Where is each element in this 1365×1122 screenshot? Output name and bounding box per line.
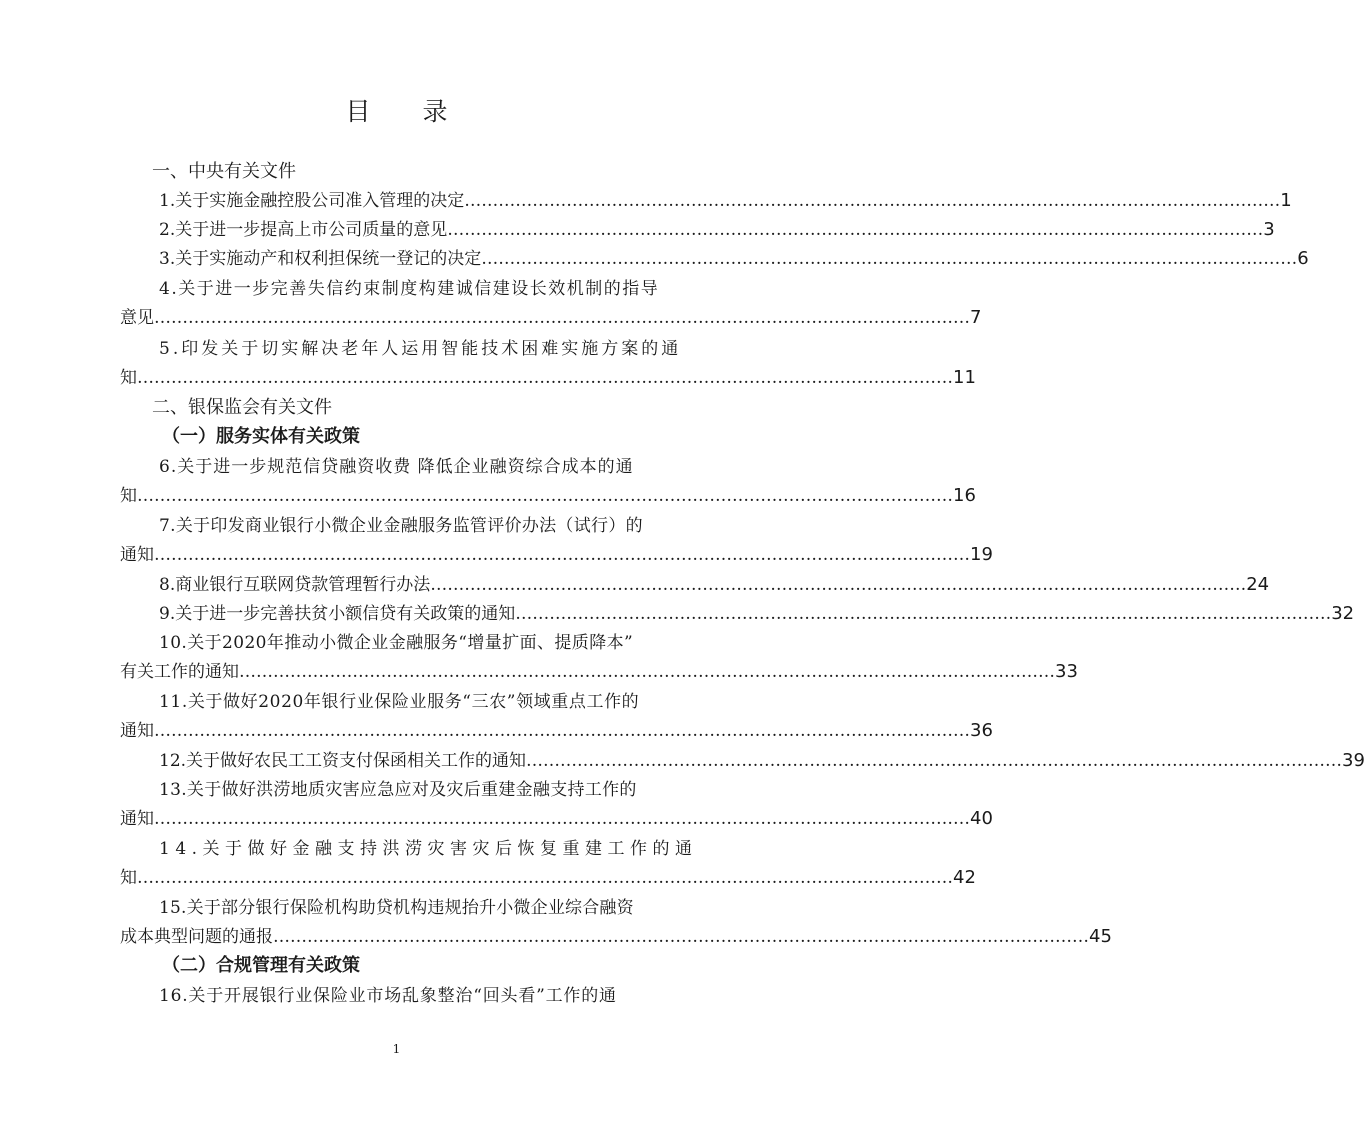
toc-entry[interactable] — [120, 659, 1078, 685]
leader-dots: ……………………………………………………………………………………………………………………………… — [464, 191, 1281, 211]
toc-entry-line1[interactable]: 13.关于做好洪涝地质灾害应急应对及灾后重建金融支持工作的 — [159, 780, 637, 800]
toc-entry-title: 通知 — [120, 809, 154, 829]
leader-dots: ……………………………………………………………………………………………………………………………… — [154, 308, 970, 328]
toc-entry[interactable] — [120, 718, 993, 744]
toc-entry[interactable] — [120, 806, 993, 832]
toc-entry-line1[interactable]: 6.关于进一步规范信贷融资收费 降低企业融资综合成本的通 — [159, 457, 634, 477]
leader-dots: ……………………………………………………………………………………………………………………………… — [154, 809, 970, 829]
leader-dots: ……………………………………………………………………………………………………………………………… — [515, 604, 1332, 624]
section-heading: 二、银保监会有关文件 — [152, 397, 332, 418]
toc-entry-page: 39 — [1342, 750, 1365, 771]
toc-entry[interactable] — [159, 188, 1292, 214]
toc-entry-title: 成本典型问题的通报 — [120, 927, 273, 947]
toc-entry-title: 8.商业银行互联网贷款管理暂行办法 — [159, 575, 431, 595]
toc-entry[interactable] — [120, 865, 976, 891]
toc-entry-title: 9.关于进一步完善扶贫小额信贷有关政策的通知 — [159, 604, 516, 624]
leader-dots: ……………………………………………………………………………………………………………………………… — [481, 249, 1298, 269]
toc-entry-page: 7 — [970, 307, 982, 328]
toc-entry-page: 19 — [970, 544, 993, 565]
toc-entry[interactable] — [120, 365, 976, 391]
toc-entry[interactable] — [159, 217, 1275, 243]
toc-entry-page: 1 — [1280, 190, 1292, 211]
leader-dots: ……………………………………………………………………………………………………………………………… — [137, 486, 953, 506]
toc-entry-title: 知 — [120, 868, 137, 888]
toc-entry-page: 45 — [1089, 926, 1112, 947]
leader-dots: ……………………………………………………………………………………………………………………………… — [137, 368, 953, 388]
toc-entry-title: 通知 — [120, 721, 154, 741]
toc-entry-title: 12.关于做好农民工工资支付保函相关工作的通知 — [159, 751, 527, 771]
leader-dots: ……………………………………………………………………………………………………………………………… — [447, 220, 1264, 240]
toc-entry[interactable] — [120, 305, 982, 331]
toc-entry-page: 40 — [970, 808, 993, 829]
toc-entry-title: 知 — [120, 486, 137, 506]
page-title: 目 录 — [345, 97, 470, 126]
toc-entry-page: 11 — [953, 367, 976, 388]
toc-entry[interactable] — [120, 924, 1112, 950]
toc-entry-page: 3 — [1263, 219, 1275, 240]
toc-entry-title: 意见 — [120, 308, 154, 328]
toc-entry[interactable] — [120, 483, 976, 509]
toc-entry-title: 2.关于进一步提高上市公司质量的意见 — [159, 220, 448, 240]
toc-entry-line1[interactable]: 16.关于开展银行业保险业市场乱象整治“回头看”工作的通 — [159, 986, 617, 1006]
toc-entry-page: 16 — [953, 485, 976, 506]
toc-entry-line1[interactable]: 10.关于2020年推动小微企业金融服务“增量扩面、提质降本” — [159, 633, 634, 653]
toc-entry-line1[interactable]: 4.关于进一步完善失信约束制度构建诚信建设长效机制的指导 — [159, 279, 660, 299]
toc-entry-page: 42 — [953, 867, 976, 888]
toc-entry-page: 33 — [1055, 661, 1078, 682]
section-heading: 一、中央有关文件 — [152, 161, 296, 182]
subsection-heading: （一）服务实体有关政策 — [162, 426, 360, 447]
toc-entry-line1[interactable]: 7.关于印发商业银行小微企业金融服务监管评价办法（试行）的 — [159, 516, 643, 536]
leader-dots: ……………………………………………………………………………………………………………………………… — [137, 868, 953, 888]
leader-dots: ……………………………………………………………………………………………………………………………… — [526, 751, 1343, 771]
toc-entry[interactable] — [120, 542, 993, 568]
subsection-heading: （二）合规管理有关政策 — [162, 955, 360, 976]
toc-entry-page: 32 — [1331, 603, 1355, 624]
toc-entry-title: 通知 — [120, 545, 154, 565]
toc-entry-line1[interactable]: 5.印发关于切实解决老年人运用智能技术困难实施方案的通 — [159, 339, 682, 359]
toc-entry-page: 36 — [970, 720, 993, 741]
leader-dots: ……………………………………………………………………………………………………………………………… — [239, 662, 1055, 682]
leader-dots: ……………………………………………………………………………………………………………………………… — [430, 575, 1247, 595]
toc-entry-page: 6 — [1297, 248, 1309, 269]
toc-entry[interactable] — [159, 246, 1309, 272]
toc-entry[interactable] — [159, 748, 1365, 774]
leader-dots: ……………………………………………………………………………………………………………………………… — [154, 721, 970, 741]
toc-entry-title: 3.关于实施动产和权利担保统一登记的决定 — [159, 249, 482, 269]
page-number: 1 — [392, 1042, 401, 1056]
leader-dots: ……………………………………………………………………………………………………………………………… — [273, 927, 1089, 947]
toc-entry-title: 1.关于实施金融控股公司准入管理的决定 — [159, 191, 465, 211]
toc-entry[interactable] — [159, 601, 1355, 627]
toc-entry-title: 有关工作的通知 — [120, 662, 239, 682]
toc-entry-page: 24 — [1246, 574, 1270, 595]
toc-entry-line1[interactable]: 15.关于部分银行保险机构助贷机构违规抬升小微企业综合融资 — [159, 898, 634, 918]
toc-entry-line1[interactable]: 11.关于做好2020年银行业保险业服务“三农”领域重点工作的 — [159, 692, 640, 712]
toc-entry-line1[interactable]: 14.关于做好金融支持洪涝灾害灾后恢复重建工作的通 — [159, 839, 698, 859]
toc-entry-title: 知 — [120, 368, 137, 388]
toc-entry[interactable] — [159, 572, 1270, 598]
leader-dots: ……………………………………………………………………………………………………………………………… — [154, 545, 970, 565]
